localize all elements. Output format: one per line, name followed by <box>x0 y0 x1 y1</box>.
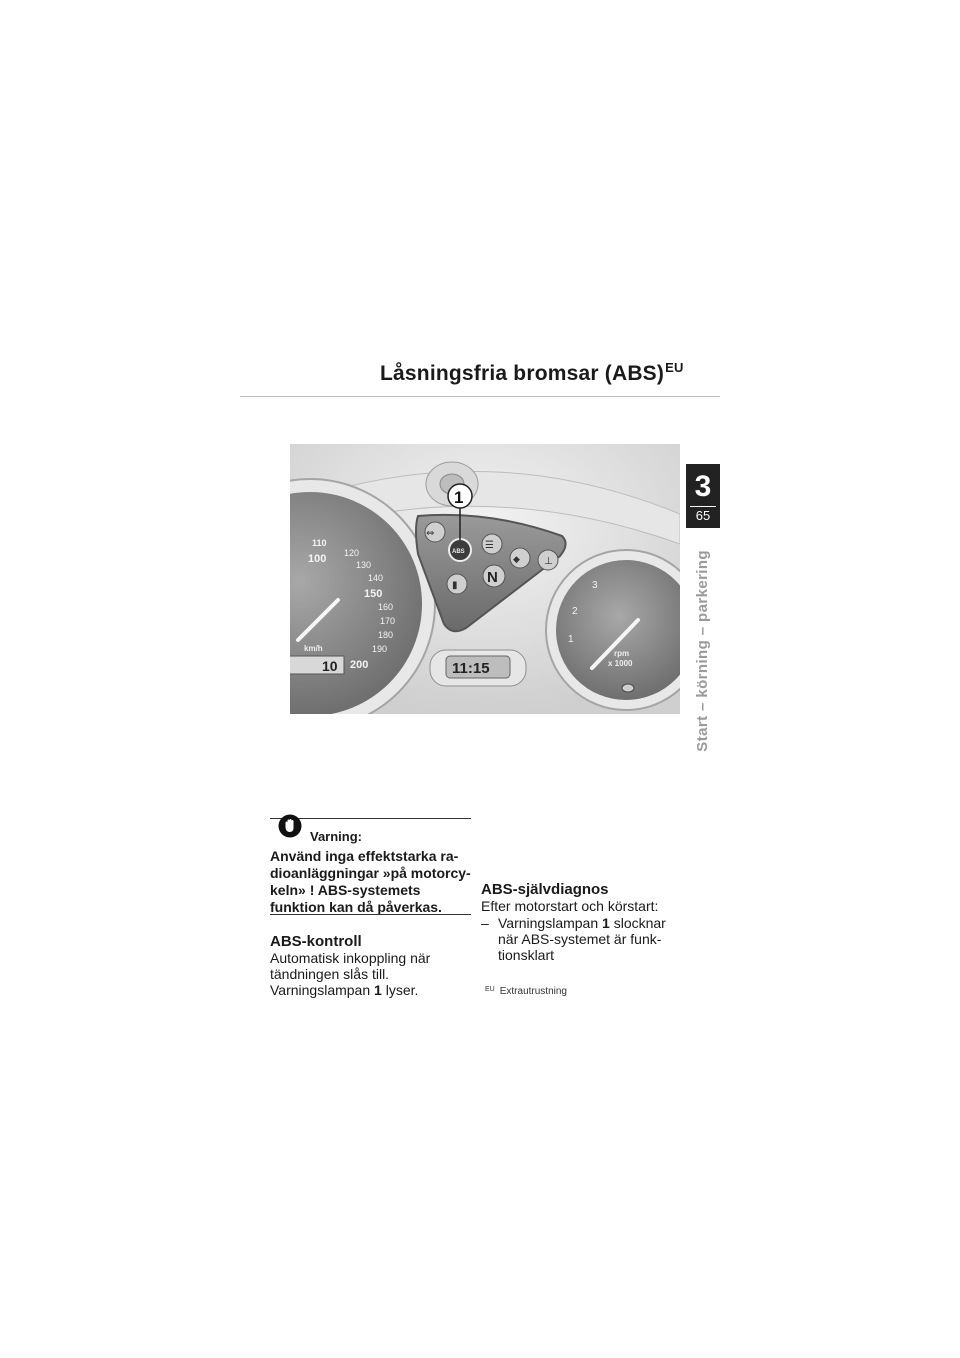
tacho-tick-1: 1 <box>568 634 574 645</box>
abs-kontroll-text-a: Automatisk inkoppling när tändningen slås till. Varningslampan <box>270 950 431 998</box>
turn-signal-icon: ⇔ <box>426 528 435 539</box>
footnote-mark: EU <box>485 986 495 993</box>
warning-text: Använd inga effektstarka ra-dioanläggningar »på motorcy-keln» ! ABS-systemets funktion kan då påverkas. <box>270 848 471 915</box>
speedo-tick-100: 100 <box>308 553 327 565</box>
warning-label: Varning: <box>310 829 363 844</box>
dashboard-illustration <box>290 444 680 714</box>
title-rule <box>240 396 720 397</box>
abs-kontroll-heading: ABS-kontroll <box>270 933 362 950</box>
tacho-unit-rpm: rpm <box>614 649 630 658</box>
fuel-icon: ▮ <box>452 580 458 591</box>
tacho-unit-multiplier: x 1000 <box>608 659 633 668</box>
clock-value: 11:15 <box>452 660 490 677</box>
chapter-divider <box>690 506 716 507</box>
abs-diagnos-heading: ABS-självdiagnos <box>481 881 609 898</box>
speedo-tick-150: 150 <box>364 588 383 600</box>
speedo-tick-180: 180 <box>378 630 394 640</box>
speedo-tick-200: 200 <box>350 659 369 671</box>
speedo-tick-170: 170 <box>380 616 396 626</box>
tacho-tick-3: 3 <box>592 580 598 591</box>
speedo-tick-160: 160 <box>378 602 394 612</box>
list-dash: – <box>481 915 489 931</box>
stop-hand-icon <box>278 814 302 838</box>
abs-diagnos-text-c: slocknar när ABS-systemet är funk-tionsklart <box>498 915 666 963</box>
abs-diagnos-intro: Efter motorstart och körstart: <box>481 898 659 914</box>
speedo-tick-140: 140 <box>368 573 384 583</box>
warning-bottom-rule <box>270 914 471 915</box>
chapter-side-label: Start – körning – parkering <box>694 550 711 752</box>
abs-kontroll-body <box>270 950 475 998</box>
odometer-value: 10 <box>322 658 338 674</box>
abs-lamp-label: ABS <box>452 549 465 555</box>
chapter-number: 3 <box>694 470 712 503</box>
page-title-superscript: EU <box>665 360 684 375</box>
speedo-tick-190: 190 <box>372 644 388 654</box>
footnote <box>485 986 567 997</box>
oil-icon: ◆ <box>513 555 520 565</box>
headlight-icon: ☰ <box>485 540 494 551</box>
list-item-text <box>498 915 670 963</box>
page-title-text: Låsningsfria bromsar (ABS) <box>380 362 665 385</box>
callout-number: 1 <box>454 488 464 507</box>
page-number: 65 <box>695 508 711 523</box>
abs-diagnos-ref: 1 <box>602 915 610 931</box>
speedo-tick-120: 120 <box>344 548 360 558</box>
abs-diagnos-text-a: Varningslampan <box>498 915 603 931</box>
abs-kontroll-ref: 1 <box>374 982 382 998</box>
page-title <box>380 362 684 386</box>
tacho-indicator <box>622 684 634 692</box>
tacho-tick-2: 2 <box>572 606 578 617</box>
speedo-unit: km/h <box>304 644 323 653</box>
speedo-tick-110: 110 <box>312 538 327 548</box>
speedo-tick-130: 130 <box>356 560 372 570</box>
abs-kontroll-text-c: lyser. <box>381 982 419 998</box>
temperature-icon: ⊥ <box>544 556 553 567</box>
neutral-label: N <box>487 569 498 586</box>
footnote-text: Extrautrustning <box>499 986 567 997</box>
